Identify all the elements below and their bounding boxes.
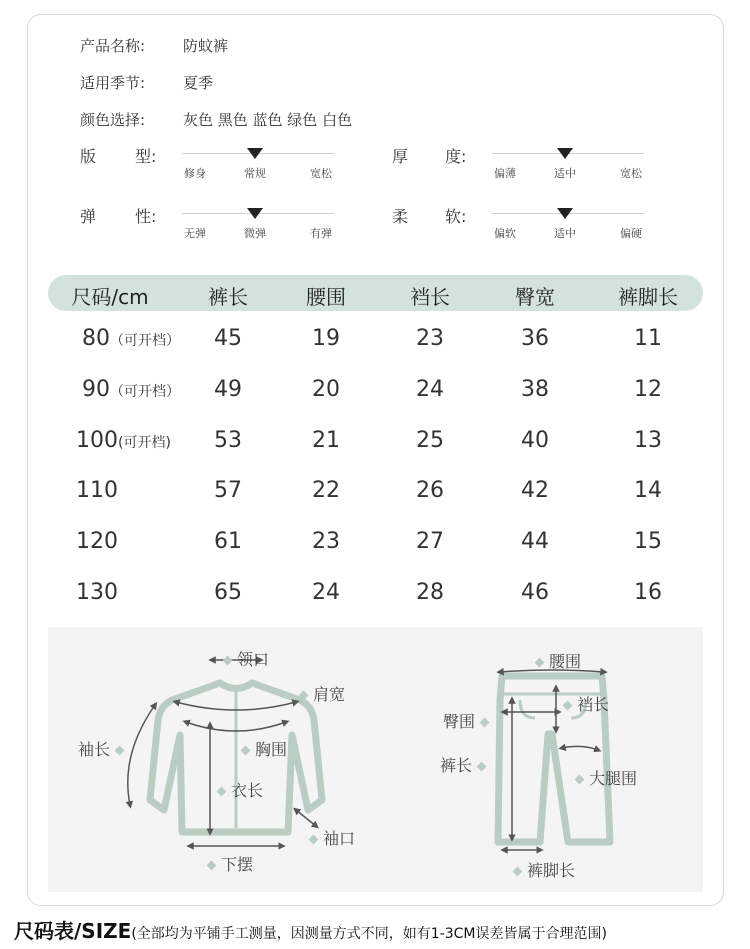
label-waist: 腰围 (530, 649, 581, 672)
size-value: 100 (76, 428, 118, 453)
size-value: 120 (76, 529, 118, 554)
fit-label-a: 版 (80, 147, 97, 166)
table-cell: 28 (416, 580, 444, 605)
diamond-icon (480, 718, 490, 728)
label-sleeve: 袖长 (78, 737, 129, 760)
diamond-icon (217, 787, 227, 797)
size-value: 90 (82, 377, 110, 402)
table-cell: 13 (634, 428, 662, 453)
table-cell: 65 (214, 580, 242, 605)
label-rise: 裆长 (558, 692, 609, 715)
table-cell: 53 (214, 428, 242, 453)
product-name-label: 产品名称: (80, 37, 146, 55)
diamond-icon (309, 835, 319, 845)
table-cell: 23 (416, 326, 444, 351)
thickness-tick-3: 宽松 (620, 167, 642, 180)
table-cell: 36 (521, 326, 549, 351)
diamond-icon (299, 691, 309, 701)
footer-note: (全部均为平铺手工测量，因测量方式不同，如有1-3CM误差皆属于合理范围) (131, 926, 607, 942)
table-cell: 40 (521, 428, 549, 453)
diamond-icon (575, 775, 585, 785)
table-cell: 38 (521, 377, 549, 402)
header-leg-opening: 裤脚长 (618, 285, 678, 309)
thickness-tick-2: 适中 (554, 167, 576, 180)
table-cell: 14 (634, 478, 662, 503)
color-value: 灰色 黑色 蓝色 绿色 白色 (183, 111, 353, 129)
diamond-icon (207, 861, 217, 871)
table-cell: 57 (214, 478, 242, 503)
softness-label-a: 柔 (392, 207, 409, 226)
softness-tick-3: 偏硬 (620, 227, 642, 240)
season-value: 夏季 (183, 74, 214, 92)
table-cell: 26 (416, 478, 444, 503)
table-cell: 24 (312, 580, 340, 605)
label-body-length: 衣长 (212, 778, 263, 801)
table-cell: 27 (416, 529, 444, 554)
table-cell: 12 (634, 377, 662, 402)
table-cell: 25 (416, 428, 444, 453)
label-pants-length: 裤长 (440, 753, 491, 776)
label-hem: 下摆 (202, 852, 253, 875)
table-cell: 61 (214, 529, 242, 554)
label-leg-opening: 裤脚长 (508, 858, 575, 881)
diamond-icon (115, 746, 125, 756)
size-note: （可开档） (110, 333, 180, 349)
product-name-value: 防蚊裤 (183, 37, 229, 55)
table-cell: 24 (416, 377, 444, 402)
table-cell: 20 (312, 377, 340, 402)
table-cell: 19 (312, 326, 340, 351)
fit-tick-3: 宽松 (310, 167, 332, 180)
size-value: 110 (76, 478, 118, 503)
label-shoulder: 肩宽 (294, 682, 345, 705)
table-cell: 44 (521, 529, 549, 554)
fit-tick-2: 常规 (244, 167, 266, 180)
label-hip: 臀围 (443, 709, 494, 732)
label-chest: 胸围 (236, 737, 287, 760)
thickness-label-a: 厚 (392, 147, 409, 166)
size-value: 80 (82, 326, 110, 351)
color-label: 颜色选择: (80, 111, 146, 129)
table-cell: 46 (521, 580, 549, 605)
size-value: 130 (76, 580, 118, 605)
size-note: （可开档） (110, 384, 180, 400)
softness-tick-1: 偏软 (494, 227, 516, 240)
table-cell: 42 (521, 478, 549, 503)
header-hip: 臀宽 (515, 285, 555, 309)
table-cell: 45 (214, 326, 242, 351)
thickness-label-b: 度: (445, 147, 467, 166)
table-cell: 49 (214, 377, 242, 402)
softness-label-b: 软: (445, 207, 467, 226)
table-cell: 16 (634, 580, 662, 605)
diamond-icon (241, 746, 251, 756)
thickness-tick-1: 偏薄 (494, 167, 516, 180)
label-cuff: 袖口 (304, 826, 355, 849)
table-cell: 22 (312, 478, 340, 503)
elastic-tick-1: 无弹 (184, 227, 206, 240)
table-cell: 21 (312, 428, 340, 453)
label-thigh: 大腿围 (570, 766, 637, 789)
fit-label-b: 型: (135, 147, 157, 166)
label-collar: 领口 (218, 647, 269, 670)
elastic-label-a: 弹 (80, 207, 97, 226)
softness-tick-2: 适中 (554, 227, 576, 240)
diamond-icon (513, 867, 523, 877)
season-label: 适用季节: (80, 74, 146, 92)
table-cell: 23 (312, 529, 340, 554)
header-rise: 裆长 (410, 285, 450, 309)
fit-tick-1: 修身 (184, 167, 206, 180)
elastic-tick-3: 有弹 (310, 227, 332, 240)
diamond-icon (535, 658, 545, 668)
diamond-icon (223, 656, 233, 666)
diamond-icon (563, 701, 573, 711)
size-note: (可开档) (118, 435, 171, 451)
header-pants-length: 裤长 (208, 285, 248, 309)
elastic-tick-2: 微弹 (244, 227, 266, 240)
header-size: 尺码/cm (71, 285, 149, 309)
table-cell: 15 (634, 529, 662, 554)
elastic-label-b: 性: (135, 207, 157, 226)
footer-title: 尺码表/SIZE (14, 919, 132, 943)
diamond-icon (477, 762, 487, 772)
table-cell: 11 (634, 326, 662, 351)
header-waist: 腰围 (306, 285, 346, 309)
footer-caption (14, 915, 607, 944)
